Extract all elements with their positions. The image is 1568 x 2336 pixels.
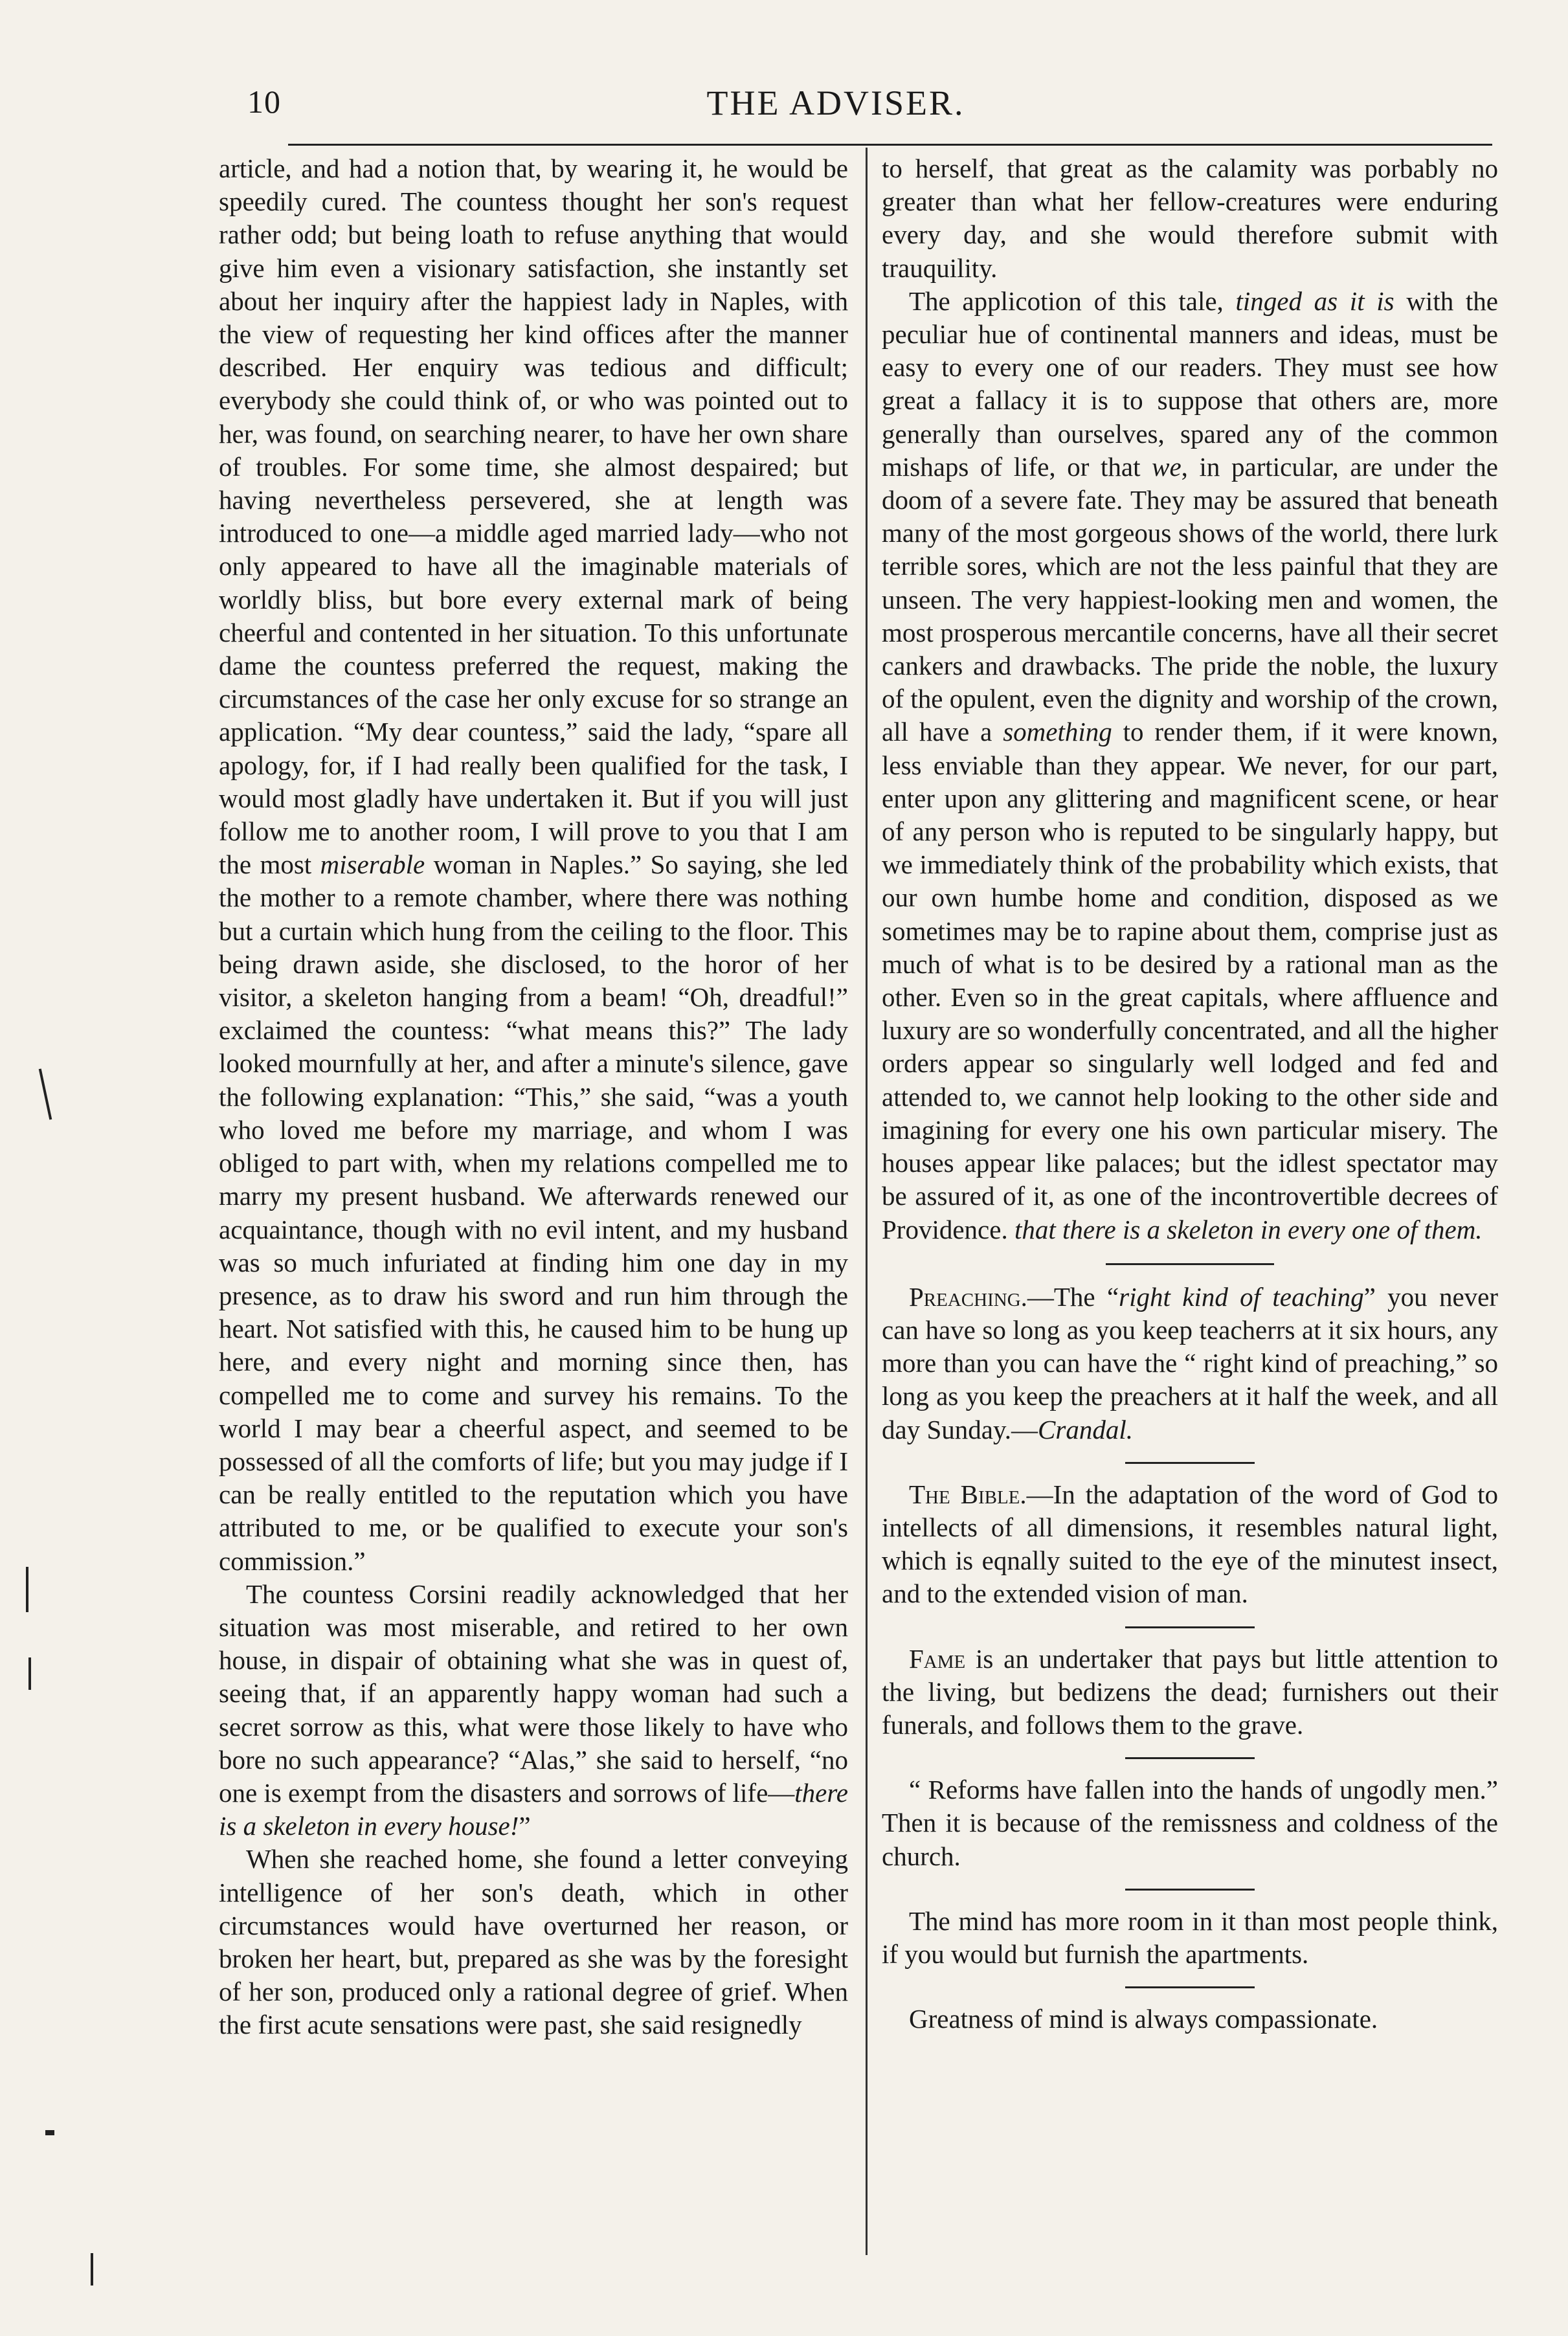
page-number: 10	[247, 84, 281, 120]
reforms-item: “ Reforms have fallen into the hands of ungodly men.” Then it is because of the remissness and coldness of the church.	[882, 1775, 1498, 1871]
section-divider	[1125, 1626, 1255, 1628]
story-paragraph: The countess Corsini readily acknowledged that her situation was most miserable, and retired to her own house, in dispair of obtaining what she was in quest of, seeing that, if an apparently happy woman had such a secret sorrow as this, what were those likely to have who bore no such appearance? “Alas,” she said to herself, “no one is exempt from the disasters and sorrows of life—there is a skeleton in every house!”	[219, 1578, 849, 1841]
greatness-item: Greatness of mind is always compassionate.	[909, 2004, 1378, 2034]
right-column	[882, 152, 1498, 2036]
margin-mark	[39, 1068, 52, 1119]
margin-mark	[91, 2253, 93, 2285]
story-paragraph: to herself, that great as the calamity was porbably no greater than what her fellow-creatures were enduring every day, and she would therefore submit with trauquility.	[882, 153, 1498, 283]
moral-paragraph: The applicotion of this tale, tinged as it is with the peculiar hue of continental manners and ideas, must be easy to every one of our readers. They must see how great a fallacy it is to suppose that others are, more generally than ourselves, spared any of the common mishaps of life, or that we, in particular, are under the doom of a severe fate. They may be assured that beneath many of the most gorgeous shows of the world, there lurk terrible sores, which are not the less painful that they are unseen. The very happiest-looking men and women, the most prosperous mercantile concerns, have all their secret cankers and drawbacks. The pride the noble, the luxury of the opulent, even the dignity and worship of the crown, all have a something to render them, if it were known, less enviable than they appear. We never, for our part, enter upon any glittering and magnificent scene, or hear of any person who is reputed to be singularly happy, but we immediately think of the probability which exists, that our own humbe home and condition, disposed as we sometimes may be to rapine about them, comprise just as much of what is to be desired by a rational man as the other. Even so in the great capitals, where affluence and luxury are so wonderfully concentrated, and all the higher orders appear so singularly well lodged and fed and attended to, we cannot help looking to the other side and imagining for every one his own particular misery. The houses appear like palaces; but the idlest spectator may be assured of it, as one of the incontrovertible decrees of Providence. that there is a skeleton in every one of them.	[882, 286, 1499, 1244]
margin-mark	[45, 2130, 54, 2135]
fame-item: Fame is an undertaker that pays but little attention to the living, but bedizens the dead; furnishers out their funerals, and follows them to the grave.	[882, 1643, 1498, 1740]
section-divider	[1106, 1263, 1274, 1265]
column-divider	[866, 148, 868, 2255]
left-column	[219, 152, 848, 2042]
margin-mark	[26, 1567, 28, 1612]
running-head: THE ADVISER.	[706, 84, 965, 122]
header-rule	[288, 144, 1492, 146]
section-divider	[1125, 1757, 1255, 1759]
section-divider	[1125, 1986, 1255, 1988]
mind-item: The mind has more room in it than most people think, if you would but furnish the apartments.	[882, 1905, 1498, 1969]
section-divider	[1125, 1462, 1255, 1464]
story-paragraph: article, and had a notion that, by wearing it, he would be speedily cured. The countess thought her son's request rather odd; but being loath to refuse anything that would give him even a visionary satisfaction, she instantly set about her inquiry after the happiest lady in Naples, with the view of requesting her kind offices after the manner described. Her enquiry was tedious and difficult; everybody she could think of, or who was pointed out to her, was found, on searching nearer, to have her own share of troubles. For some time, she almost despaired; but having nevertheless persevered, she at length was introduced to one—a middle aged married lady—who not only appeared to have all the imaginable materials of worldly bliss, but bore every external mark of being cheerful and contented in her situation. To this unfortunate dame the countess preferred the request, making the circumstances of the case her only excuse for so strange an application. “My dear countess,” said the lady, “spare all apology, for, if I had really been qualified for the task, I would most gladly have undertaken it. But if you will just follow me to another room, I will prove to you that I am the most miserable woman in Naples.” So saying, she led the mother to a remote chamber, where there was nothing but a curtain which hung from the ceiling to the floor. This being drawn aside, she disclosed, to the horor of her visitor, a skeleton hanging from a beam! “Oh, dreadful!” exclaimed the countess: “what means this?” The lady looked mournfully at her, and after a minute's silence, gave the following explanation: “This,” she said, “was a youth who loved me before my marriage, and whom I was obliged to part with, when my relations compelled me to marry my present husband. We afterwards renewed our acquaintance, though with no evil intent, and my husband was so much infuriated at finding him one day in my presence, as to draw his sword and run him through the heart. Not satisfied with this, he caused him to be hung up here, and every night and morning since then, has compelled me to come and survey his remains. To the world I may bear a cheerful aspect, and seemed to be possessed of all the comforts of life; but you may judge if I can be really entitled to the reputation which you have attributed to me, or be qualified to execute your son's commission.”	[219, 153, 848, 1576]
bible-item: The Bible.—In the adaptation of the word of God to intellects of all dimensions, it resembles natural light, which is eqnally suited to the eye of the minutest insect, and to the extended vision of man.	[882, 1479, 1499, 1609]
preaching-item: Preaching.—The “right kind of teaching” you never can have so long as you keep teacherrs at it six hours, any more than you can have the “ right kind of preaching,” so long as you keep the preachers at it half the week, and all day Sunday.—Crandal.	[882, 1281, 1498, 1444]
section-divider	[1125, 1889, 1255, 1891]
margin-mark	[28, 1657, 31, 1690]
story-paragraph: When she reached home, she found a letter conveying intelligence of her son's death, which in other circumstances would have overturned her reason, or broken her heart, but, prepared as she was by the foresight of her son, produced only a rational degree of grief. When the first acute sensations were past, she said resignedly	[219, 1844, 848, 2040]
